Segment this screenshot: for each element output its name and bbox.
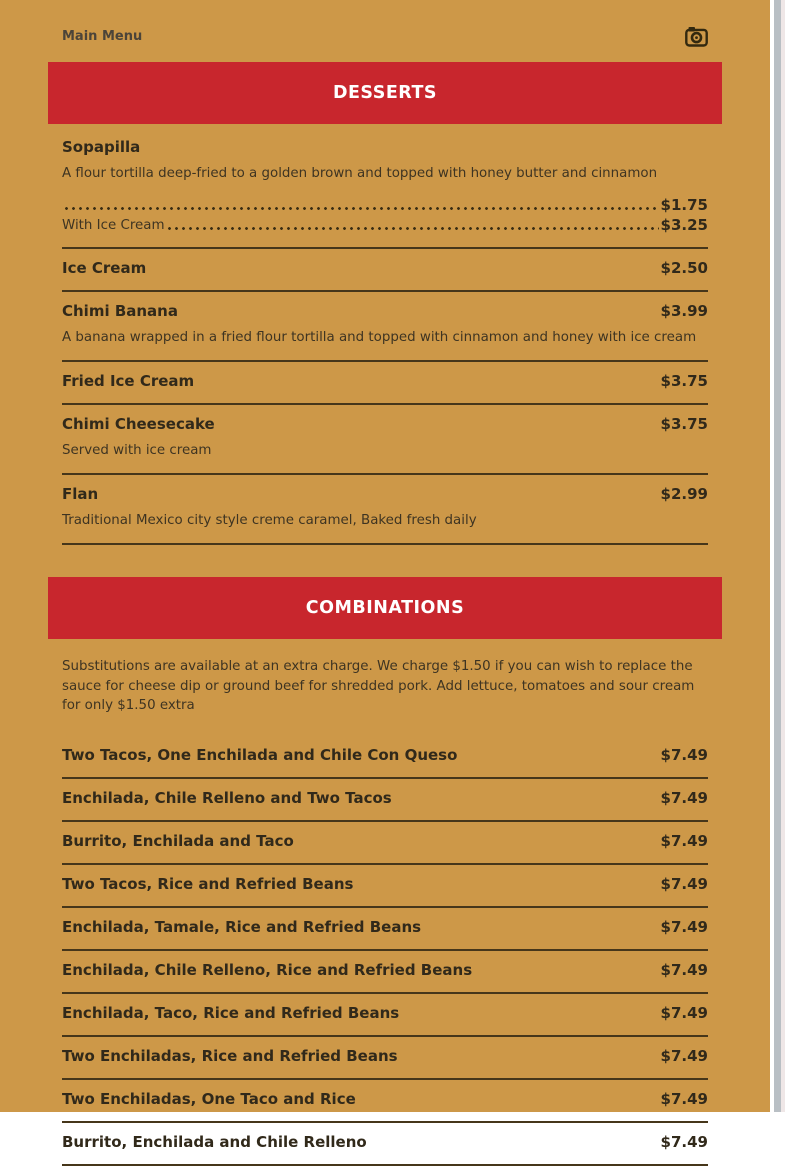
item-price: $7.49 (660, 1132, 708, 1151)
item-list (62, 736, 708, 1166)
variant-label: With Ice Cream (62, 218, 165, 234)
item-name: Enchilada, Taco, Rice and Refried Beans (62, 1003, 400, 1022)
item-price: $3.75 (660, 415, 708, 434)
item-name: Two Enchiladas, One Taco and Rice (62, 1089, 356, 1108)
item-row (62, 832, 708, 850)
item-price: $7.49 (660, 831, 708, 850)
camera-icon[interactable] (685, 26, 708, 47)
menu-item (62, 292, 708, 362)
menu-item (62, 1037, 708, 1080)
menu-item (62, 1080, 708, 1123)
item-price: $7.49 (660, 917, 708, 936)
item-name: Chimi Banana (62, 302, 178, 321)
menu-item (62, 865, 708, 908)
section-banner (48, 62, 722, 124)
item-price: $7.49 (660, 874, 708, 893)
menu-item (62, 994, 708, 1037)
menu-item (62, 736, 708, 779)
item-row (62, 918, 708, 936)
menu-item (62, 951, 708, 994)
item-row (62, 1047, 708, 1065)
item-row (62, 1004, 708, 1022)
topbar (62, 26, 708, 47)
menu-item (62, 1123, 708, 1166)
section-title: COMBINATIONS (305, 598, 465, 619)
item-name: Two Tacos, Rice and Refried Beans (62, 874, 354, 893)
item-name: Chimi Cheesecake (62, 415, 215, 434)
item-name: Flan (62, 485, 99, 504)
item-row (62, 415, 708, 433)
item-name: Two Tacos, One Enchilada and Chile Con Queso (62, 745, 458, 764)
item-price: $7.49 (660, 745, 708, 764)
item-description: A flour tortilla deep-fried to a golden brown and topped with honey butter and cinnamon (62, 166, 658, 181)
section-banner (48, 577, 722, 639)
item-row (62, 259, 708, 277)
menu-item (62, 249, 708, 292)
item-row (62, 138, 708, 156)
item-name: Ice Cream (62, 259, 147, 278)
menu-item (62, 908, 708, 951)
menu-item (62, 128, 708, 249)
menu-item (62, 405, 708, 475)
item-description: A banana wrapped in a fried flour tortilla and topped with cinnamon and honey with ice cream (62, 330, 697, 346)
scrollbar[interactable] (770, 0, 785, 1112)
item-name: Burrito, Enchilada and Taco (62, 831, 294, 850)
item-price: $7.49 (660, 960, 708, 979)
main-menu-link[interactable]: Main Menu (62, 29, 143, 44)
item-row (62, 746, 708, 764)
sections (48, 62, 722, 1166)
menu-item (62, 779, 708, 822)
scrollbar-thumb[interactable] (774, 0, 781, 1112)
variant-price: $1.75 (660, 196, 708, 215)
section-title: DESSERTS (332, 83, 438, 103)
item-row (62, 789, 708, 807)
item-list (62, 128, 708, 545)
item-name: Burrito, Enchilada and Chile Relleno (62, 1132, 367, 1151)
item-price: $2.99 (660, 485, 708, 504)
item-name: Enchilada, Chile Relleno and Two Tacos (62, 788, 392, 807)
menu-item (62, 475, 708, 545)
item-variants (62, 194, 708, 234)
item-price: $7.49 (660, 1089, 708, 1108)
item-price: $2.50 (660, 259, 708, 278)
item-price: $7.49 (660, 1046, 708, 1065)
menu-item (62, 362, 708, 405)
item-price: $3.75 (660, 372, 708, 391)
variant-row (62, 194, 708, 214)
item-name: Enchilada, Chile Relleno, Rice and Refried Beans (62, 960, 473, 979)
item-row (62, 1133, 708, 1151)
item-row (62, 875, 708, 893)
item-row (62, 372, 708, 390)
menu-item (62, 822, 708, 865)
section-note: Substitutions are available at an extra charge. We charge $1.50 if you can wish to replace the sauce for cheese dip or ground beef for shredded pork. Add lettuce, tomatoes and sour cream for only $1.50 extra (62, 659, 695, 714)
item-name: Sopapilla (62, 138, 141, 156)
variant-price: $3.25 (660, 216, 708, 235)
item-name: Enchilada, Tamale, Rice and Refried Beans (62, 917, 422, 936)
menu-section (48, 577, 722, 1165)
item-row (62, 961, 708, 979)
item-name: Two Enchiladas, Rice and Refried Beans (62, 1046, 398, 1065)
item-price: $3.99 (660, 302, 708, 321)
variant-row (62, 214, 708, 234)
item-price: $7.49 (660, 788, 708, 807)
item-price: $7.49 (660, 1003, 708, 1022)
menu-section (48, 62, 722, 545)
item-row (62, 485, 708, 503)
item-description: Traditional Mexico city style creme caramel, Baked fresh daily (62, 513, 477, 529)
dotted-leader (63, 206, 659, 211)
item-name: Fried Ice Cream (62, 372, 195, 391)
item-row (62, 1090, 708, 1108)
item-row (62, 302, 708, 320)
dotted-leader (166, 226, 659, 231)
item-description: Served with ice cream (62, 443, 212, 459)
